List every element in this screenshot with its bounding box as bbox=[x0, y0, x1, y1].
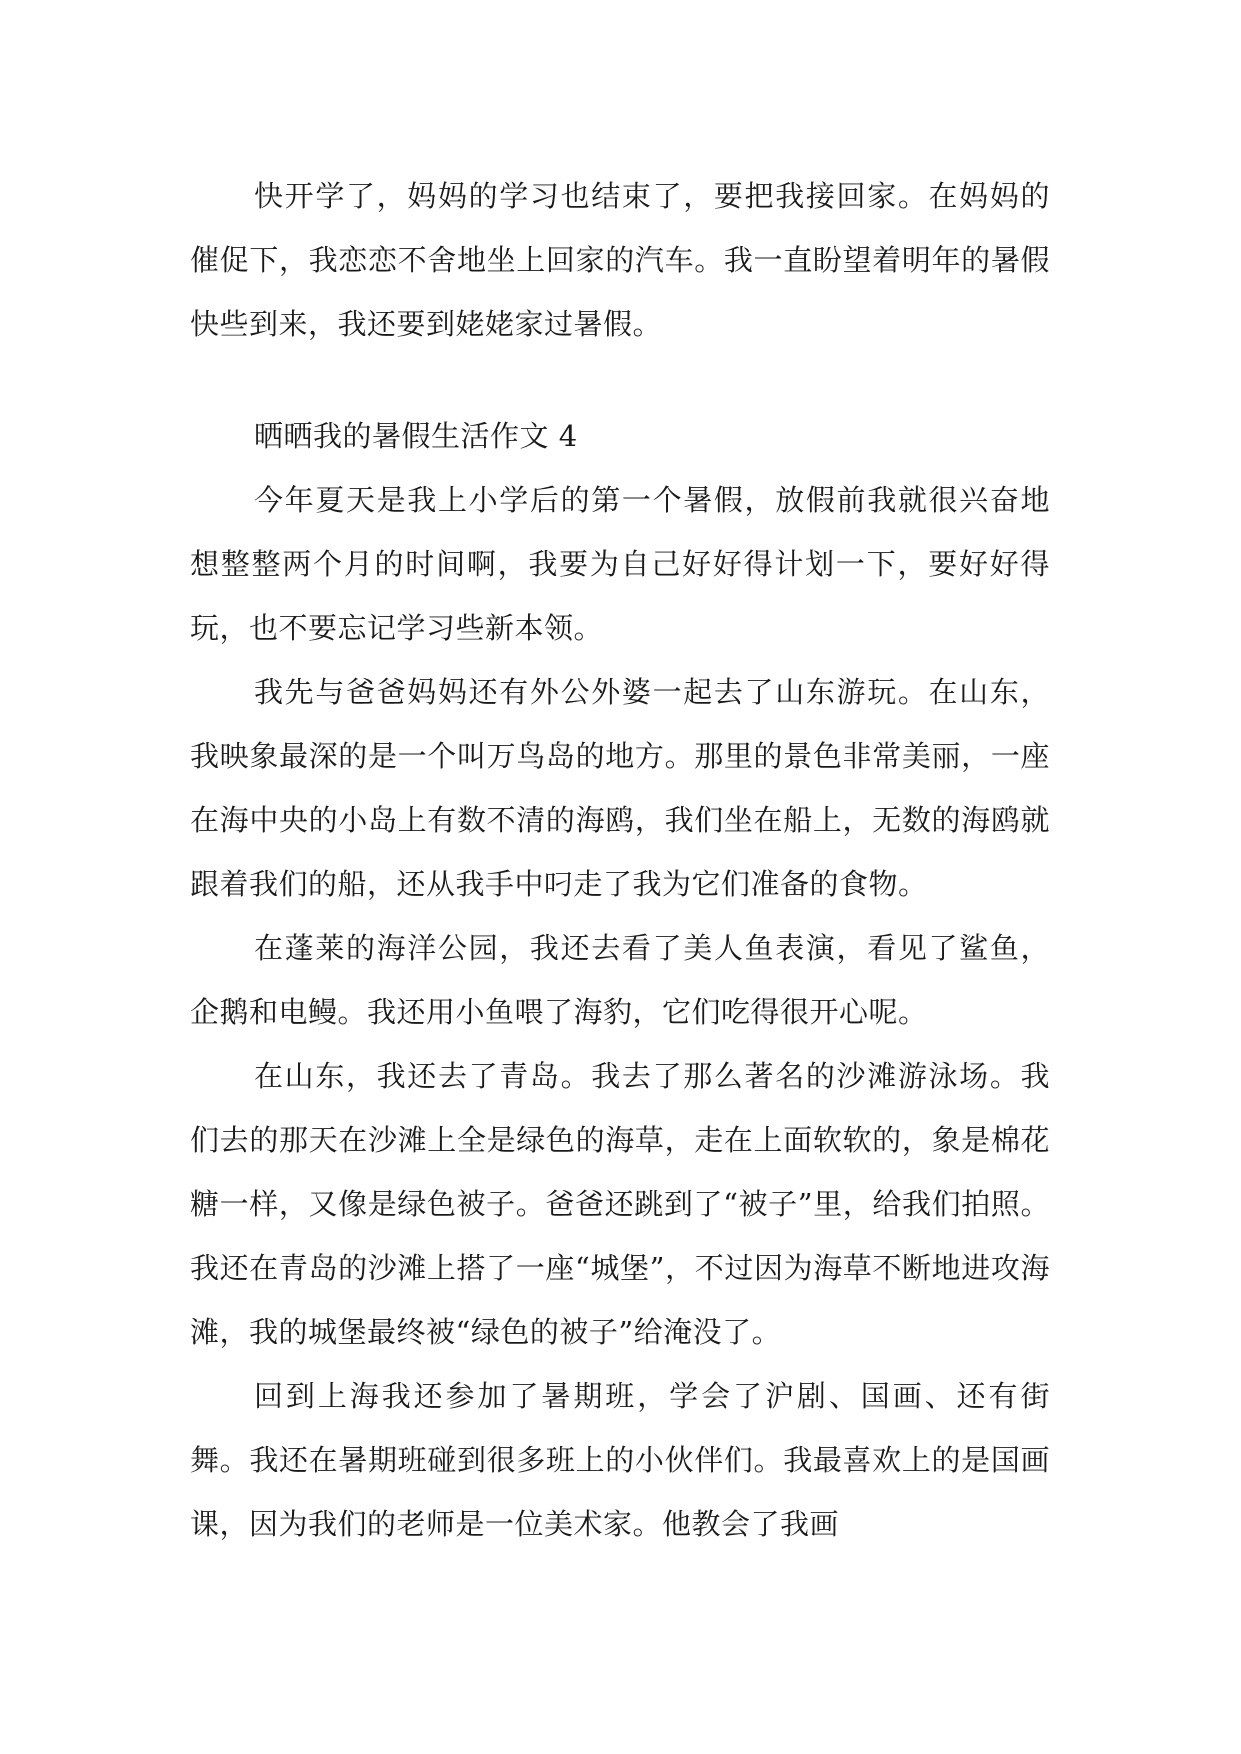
paragraph-5: 回到上海我还参加了暑期班，学会了沪剧、国画、还有街舞。我还在暑期班碰到很多班上的小伙伴们。我最喜欢上的是国画课，因为我们的老师是一位美术家。他教会了我画 bbox=[190, 1379, 1050, 1541]
paragraph-2: 我先与爸爸妈妈还有外公外婆一起去了山东游玩。在山东，我映象最深的是一个叫万鸟岛的地方。那里的景色非常美丽，一座在海中央的小岛上有数不清的海鸥，我们坐在船上，无数的海鸥就跟着我们的船，还从我手中叼走了我为它们准备的食物。 bbox=[190, 675, 1050, 901]
section-title: 晒晒我的暑假生活作文 4 bbox=[254, 419, 578, 453]
paragraph-4: 在山东，我还去了青岛。我去了那么著名的沙滩游泳场。我们去的那天在沙滩上全是绿色的海草，走在上面软软的，象是棉花糖一样，又像是绿色被子。爸爸还跳到了“被子”里，给我们拍照。我还在青岛的沙滩上搭了一座“城堡”，不过因为海草不断地进攻海滩，我的城堡最终被“绿色的被子”给淹没了。 bbox=[190, 1059, 1050, 1349]
paragraph-3: 在蓬莱的海洋公园，我还去看了美人鱼表演，看见了鲨鱼，企鹅和电鳗。我还用小鱼喂了海豹，它们吃得很开心呢。 bbox=[190, 931, 1050, 1029]
document-body bbox=[190, 164, 1050, 1556]
paragraph-1: 今年夏天是我上小学后的第一个暑假，放假前我就很兴奋地想整整两个月的时间啊，我要为自己好好得计划一下，要好好得玩，也不要忘记学习些新本领。 bbox=[190, 483, 1050, 645]
intro-paragraph: 快开学了，妈妈的学习也结束了，要把我接回家。在妈妈的催促下，我恋恋不舍地坐上回家的汽车。我一直盼望着明年的暑假快些到来，我还要到姥姥家过暑假。 bbox=[190, 179, 1050, 341]
